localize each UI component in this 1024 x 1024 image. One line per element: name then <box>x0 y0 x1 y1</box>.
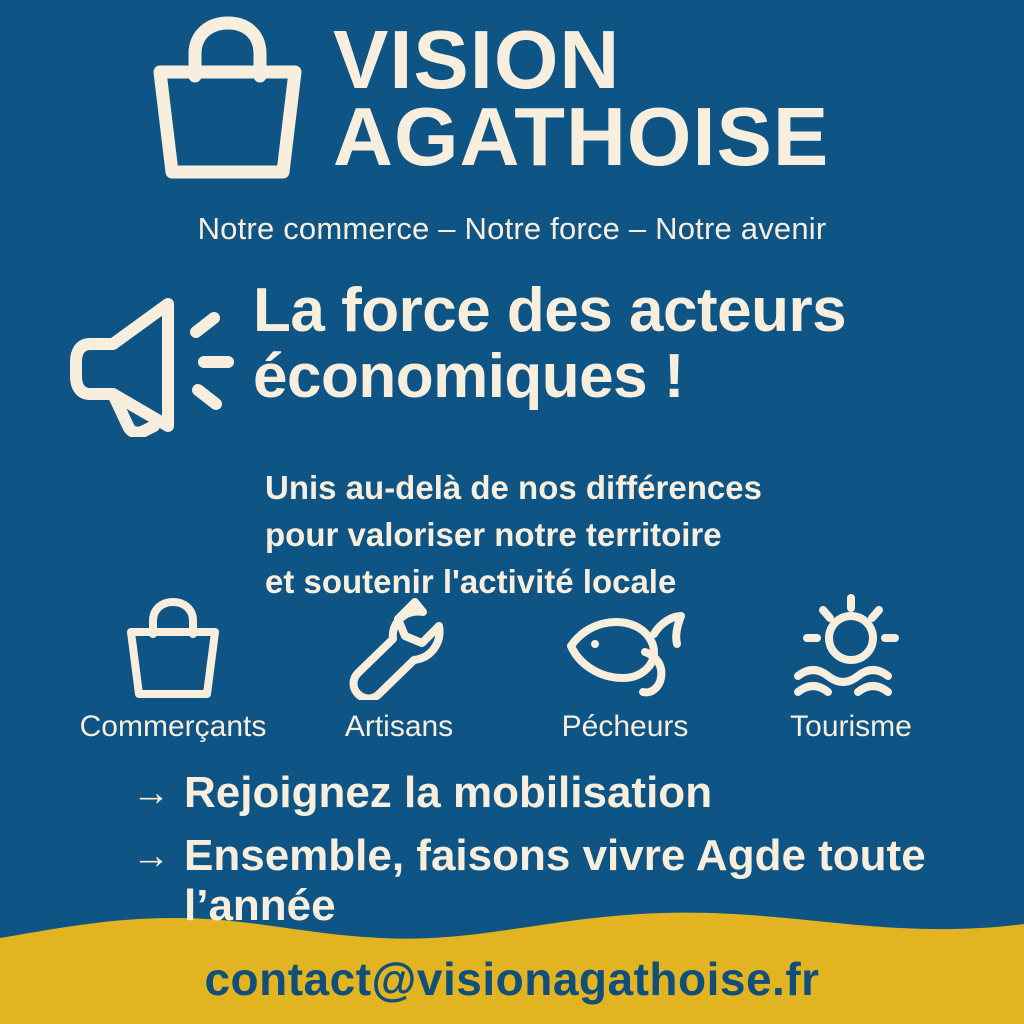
contact-email[interactable]: contact@visionagathoise.fr <box>204 953 820 1005</box>
subheadline-line2: pour valoriser notre territoire <box>265 515 722 553</box>
shopping-bag-icon <box>140 14 315 189</box>
sun-sea-icon <box>792 592 910 700</box>
brand-title <box>333 13 830 183</box>
arrow-right-icon: → <box>132 772 170 814</box>
sector-icon-row <box>0 592 1024 744</box>
sector-item-commercants <box>66 592 281 744</box>
sector-label: Pécheurs <box>561 710 689 743</box>
arrow-right-icon: → <box>132 834 170 877</box>
brand-title-line1: VISION <box>333 13 621 107</box>
subheadline <box>265 465 762 606</box>
cta-item <box>132 831 1024 932</box>
cta-item <box>132 768 1024 819</box>
headline-line1: La force des acteurs <box>253 276 847 345</box>
megaphone-icon <box>68 292 243 442</box>
sector-item-pecheurs <box>518 592 733 744</box>
fish-icon <box>561 592 689 700</box>
cta-text: Rejoignez la mobilisation <box>184 768 713 817</box>
cta-text: Ensemble, faisons vivre Agde toute l’année <box>184 830 926 931</box>
headline-block <box>0 278 1024 442</box>
headline-line2: économiques ! <box>253 341 685 411</box>
sector-label: Artisans <box>344 710 454 743</box>
subheadline-line1: Unis au-delà de nos différences <box>265 469 762 506</box>
tagline: Notre commerce – Notre force – Notre avenir <box>197 211 827 246</box>
wrench-icon <box>345 592 453 700</box>
sector-item-artisans <box>292 592 507 744</box>
headline <box>253 278 846 409</box>
sector-label: Tourisme <box>790 710 912 743</box>
sector-item-tourisme <box>744 592 959 744</box>
shopping-bag-icon <box>117 592 229 700</box>
header-row <box>0 8 1024 189</box>
brand-title-line2: AGATHOISE <box>333 89 830 183</box>
sector-label: Commerçants <box>79 710 267 743</box>
subheadline-line3: et soutenir l'activité locale <box>265 562 677 600</box>
call-to-action-list <box>132 768 1024 944</box>
header <box>0 8 1024 247</box>
